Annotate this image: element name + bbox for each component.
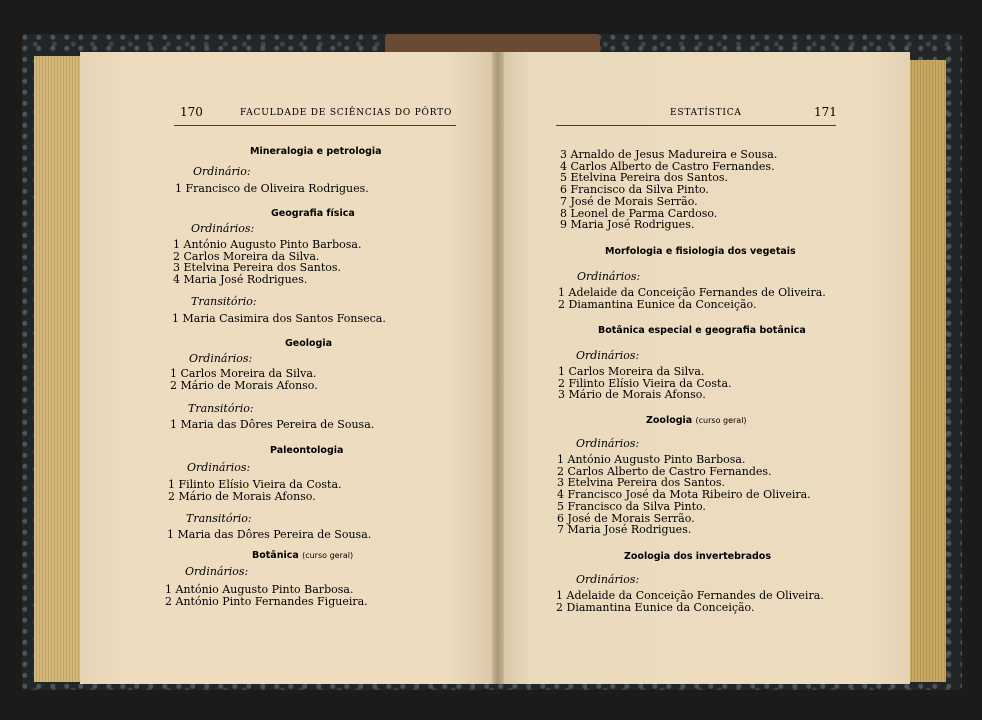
list-item: 2 Mário de Morais Afonso. [168, 489, 316, 503]
list-item: 1 António Augusto Pinto Barbosa. [165, 583, 354, 596]
section-title: Geografia física [271, 208, 355, 219]
name-list [558, 366, 732, 401]
list-item: 2 Filinto Elísio Vieira da Costa. [558, 376, 732, 390]
right-running-head: ESTATÍSTICA [670, 108, 742, 118]
list-item: 5 Francisco da Silva Pinto. [557, 499, 706, 513]
book-headband [385, 34, 600, 54]
name-list [167, 529, 371, 541]
list-item: 3 Mário de Morais Afonso. [558, 388, 706, 402]
section-title-text: Botânica [252, 550, 299, 561]
left-header-rule [174, 125, 456, 126]
group-label: Ordinários: [576, 349, 640, 362]
section-title [646, 415, 747, 426]
list-item: 8 Leonel de Parma Cardoso. [560, 206, 718, 220]
list-item: 1 Maria Casimira dos Santos Fonseca. [172, 312, 386, 325]
list-item: 1 António Augusto Pinto Barbosa. [173, 238, 362, 251]
right-page-number: 171 [814, 105, 837, 119]
section-title: Paleontologia [270, 445, 344, 456]
list-item: 6 José de Morais Serrão. [557, 511, 695, 525]
name-list [173, 239, 361, 286]
section-title: Geologia [285, 338, 333, 349]
section-title-text: Zoologia [646, 415, 693, 426]
list-item: 1 Maria das Dôres Pereira de Sousa. [170, 418, 375, 431]
left-running-head: FACULDADE DE SCIÊNCIAS DO PÔRTO [240, 108, 453, 118]
group-label: Ordinários: [191, 222, 255, 235]
list-item: 2 Carlos Moreira da Silva. [173, 249, 320, 263]
name-list [172, 313, 386, 325]
group-label: Ordinário: [193, 165, 251, 178]
name-list [168, 479, 342, 502]
section-subtitle: (curso geral) [695, 416, 747, 425]
list-item: 3 Etelvina Pereira dos Santos. [557, 476, 726, 490]
list-item: 1 Francisco de Oliveira Rodrigues. [175, 182, 369, 195]
group-label: Ordinários: [185, 565, 249, 578]
list-item: 7 Maria José Rodrigues. [557, 523, 692, 537]
list-item: 6 Francisco da Silva Pinto. [560, 183, 709, 197]
name-list [170, 419, 374, 431]
name-list [560, 149, 777, 231]
name-list [170, 368, 318, 391]
group-label: Ordinários: [187, 461, 251, 474]
list-item: 4 Maria José Rodrigues. [173, 273, 308, 287]
section-subtitle: (curso geral) [302, 551, 354, 560]
name-list [557, 454, 811, 536]
right-page-edges [906, 60, 946, 682]
list-item: 7 José de Morais Serrão. [560, 194, 698, 208]
name-list [165, 584, 368, 607]
section-title: Zoologia dos invertebrados [624, 551, 771, 562]
list-item: 1 Filinto Elísio Vieira da Costa. [168, 478, 342, 491]
group-label: Ordinários: [576, 573, 640, 586]
list-item: 3 Arnaldo de Jesus Madureira e Sousa. [560, 148, 778, 161]
section-title [252, 550, 353, 561]
list-item: 1 Adelaide da Conceição Fernandes de Oliveira. [556, 589, 824, 602]
left-page-edges [34, 56, 82, 682]
section-title: Morfologia e fisiologia dos vegetais [605, 246, 796, 257]
left-page-number: 170 [180, 105, 203, 119]
list-item: 1 Carlos Moreira da Silva. [558, 365, 705, 378]
book-gutter [492, 52, 504, 684]
group-label: Ordinários: [577, 270, 641, 283]
list-item: 3 Etelvina Pereira dos Santos. [173, 261, 342, 275]
list-item: 9 Maria José Rodrigues. [560, 218, 695, 232]
section-title: Mineralogia e petrologia [250, 146, 382, 157]
list-item: 2 António Pinto Fernandes Figueira. [165, 594, 368, 608]
group-label: Transitório: [191, 295, 257, 308]
list-item: 1 Adelaide da Conceição Fernandes de Oliveira. [558, 286, 826, 299]
list-item: 4 Francisco José da Mota Ribeiro de Oliveira. [557, 488, 811, 502]
name-list [175, 183, 369, 195]
group-label: Transitório: [186, 512, 252, 525]
right-header-rule [556, 125, 836, 126]
list-item: 1 António Augusto Pinto Barbosa. [557, 453, 746, 466]
list-item: 2 Carlos Alberto de Castro Fernandes. [557, 464, 772, 478]
list-item: 1 Carlos Moreira da Silva. [170, 367, 317, 380]
list-item: 5 Etelvina Pereira dos Santos. [560, 171, 729, 185]
list-item: 2 Diamantina Eunice da Conceição. [556, 600, 755, 614]
name-list [556, 590, 824, 613]
list-item: 4 Carlos Alberto de Castro Fernandes. [560, 159, 775, 173]
name-list [558, 287, 826, 310]
section-title: Botânica especial e geografia botânica [598, 325, 806, 336]
group-label: Ordinários: [576, 437, 640, 450]
group-label: Ordinários: [189, 352, 253, 365]
list-item: 2 Mário de Morais Afonso. [170, 378, 318, 392]
list-item: 1 Maria das Dôres Pereira de Sousa. [167, 528, 372, 541]
list-item: 2 Diamantina Eunice da Conceição. [558, 297, 757, 311]
group-label: Transitório: [188, 402, 254, 415]
